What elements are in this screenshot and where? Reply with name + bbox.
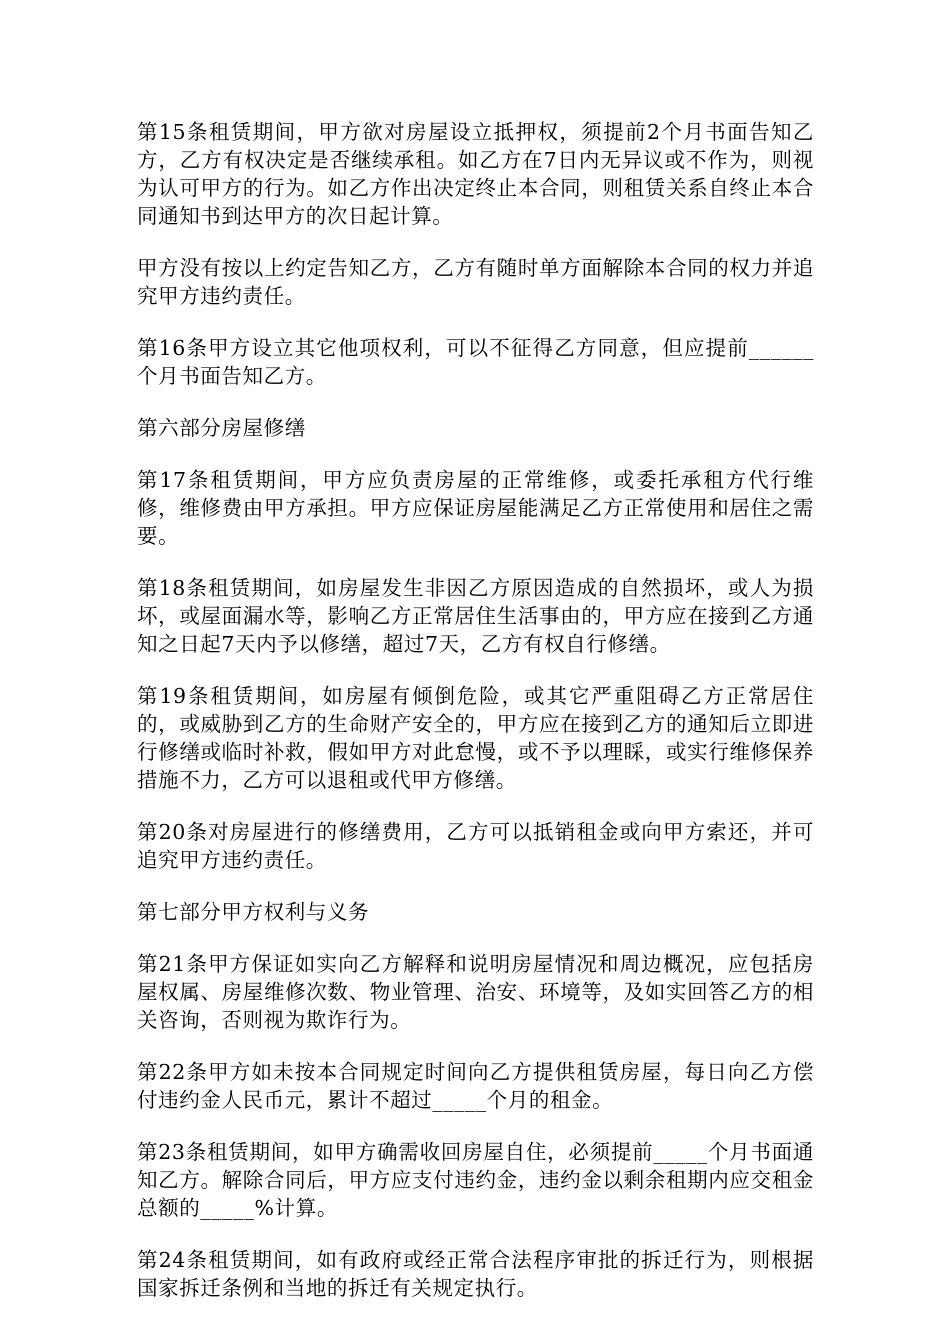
paragraph-article-21: 第21条甲方保证如实向乙方解释和说明房屋情况和周边概况，应包括房屋权属、房屋维修次数、物业管理、治安、环境等，及如实回答乙方的相关咨询，否则视为欺诈行为。 <box>137 952 814 1032</box>
paragraph-article-22: 第22条甲方如未按本合同规定时间向乙方提供租赁房屋，每日向乙方偿付违约金人民币元，累计不超过_____个月的租金。 <box>137 1060 814 1112</box>
paragraph-article-23: 第23条租赁期间，如甲方确需收回房屋自住，必须提前_____个月书面通知乙方。解除合同后，甲方应支付违约金，违约金以剩余租期内应交租金总额的_____%计算。 <box>137 1140 814 1220</box>
paragraph-article-20: 第20条对房屋进行的修缮费用，乙方可以抵销租金或向甲方索还，并可追究甲方违约责任。 <box>137 820 814 872</box>
paragraph-article-15: 第15条租赁期间，甲方欲对房屋设立抵押权，须提前2个月书面告知乙方，乙方有权决定是否继续承租。如乙方在7日内无异议或不作为，则视为认可甲方的行为。如乙方作出决定终止本合同，则租赁关系自终止本合同通知书到达甲方的次日起计算。 <box>137 120 814 228</box>
section-heading-part-7: 第七部分甲方权利与义务 <box>137 900 370 924</box>
paragraph-article-16: 第16条甲方设立其它他项权利，可以不征得乙方同意，但应提前______个月书面告知乙方。 <box>137 336 814 388</box>
paragraph-article-19: 第19条租赁期间，如房屋有倾倒危险，或其它严重阻碍乙方正常居住的，或威胁到乙方的生命财产安全的，甲方应在接到乙方的通知后立即进行修缮或临时补救，假如甲方对此怠慢，或不予以理睬，或实行维修保养措施不力，乙方可以退租或代甲方修缮。 <box>137 684 814 792</box>
paragraph-article-18: 第18条租赁期间，如房屋发生非因乙方原因造成的自然损坏，或人为损坏，或屋面漏水等，影响乙方正常居住生活事由的，甲方应在接到乙方通知之日起7天内予以修缮，超过7天，乙方有权自行修缮。 <box>137 576 814 656</box>
paragraph-article-15-supplement: 甲方没有按以上约定告知乙方，乙方有随时单方面解除本合同的权力并追究甲方违约责任。 <box>137 256 814 308</box>
section-heading-part-6: 第六部分房屋修缮 <box>137 416 306 440</box>
document-body <box>137 118 814 1326</box>
paragraph-article-24: 第24条租赁期间，如有政府或经正常合法程序审批的拆迁行为，则根据国家拆迁条例和当地的拆迁有关规定执行。 <box>137 1248 814 1300</box>
paragraph-article-17: 第17条租赁期间，甲方应负责房屋的正常维修，或委托承租方代行维修，维修费由甲方承担。甲方应保证房屋能满足乙方正常使用和居住之需要。 <box>137 468 814 548</box>
